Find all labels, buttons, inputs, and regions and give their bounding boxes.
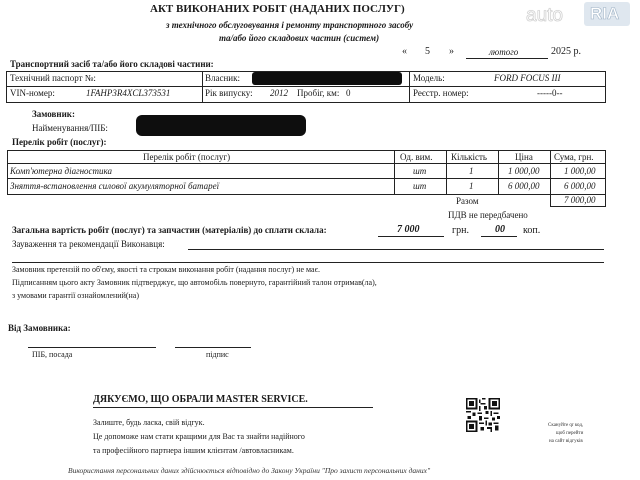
date-month: лютого (489, 47, 519, 57)
total-label: Разом (456, 196, 479, 206)
watermark-ria-badge: RIA (584, 2, 630, 26)
model-value: FORD FOCUS III (494, 73, 561, 83)
note-line-1: Замовник претензій по об'єму, якості та строкам виконання робіт (надання послуг) не має. (12, 265, 321, 274)
summary-amount: 7 000 (397, 224, 420, 235)
works-header-price: Ціна (515, 152, 533, 162)
document-subtitle-1: з технічного обслуговування і ремонту транспортного засобу (166, 20, 414, 30)
works-row-1-qty: 1 (469, 166, 474, 176)
works-header-unit: Од. вим. (400, 152, 433, 162)
works-row-1-sum: 1 000,00 (564, 166, 596, 176)
date-year: 2025 р. (551, 46, 581, 57)
summary-kop-value: 00 (495, 224, 505, 235)
footer-line-2: Це допоможе нам стати кращими для Вас та знайти надійного (93, 432, 305, 441)
vin-value: 1FAHP3R4XCL373531 (86, 88, 171, 98)
works-row-2-name: Зняття-встановлення силової акумуляторної батареї (10, 181, 220, 191)
note-line-3: з умовами гарантії ознайомлений(на) (12, 291, 140, 300)
mileage-value: 0 (346, 88, 351, 98)
signature-sign-line (175, 347, 251, 348)
owner-redaction (252, 72, 402, 85)
qr-caption-3: на сайт відгуків (549, 439, 583, 444)
date-month-underline (466, 58, 548, 59)
customer-label: Замовник: (32, 109, 75, 119)
signature-name-position-label: ПІБ, посада (32, 350, 73, 359)
year-label: Рік випуску: (205, 88, 253, 98)
summary-kop-label: коп. (523, 225, 541, 236)
signature-from-customer: Від Замовника: (8, 323, 71, 333)
works-row-2-qty: 1 (469, 181, 474, 191)
watermark-auto-text: auto (526, 5, 563, 26)
date-day: 5 (425, 46, 430, 57)
works-section-label: Перелік робіт (послуг): (12, 137, 107, 147)
qr-code-icon[interactable] (466, 398, 500, 432)
owner-label: Власник: (205, 73, 240, 83)
signature-name-line (28, 347, 156, 348)
document-title: АКТ ВИКОНАНИХ РОБІТ (НАДАНИХ ПОСЛУГ) (150, 3, 405, 15)
model-label: Модель: (413, 73, 445, 83)
note-line-2: Підписанням цього акту Замовник підтверджує, що автомобіль повернуто, гарантійний талон отримав(ла), (12, 278, 377, 287)
vin-label: VIN-номер: (10, 88, 55, 98)
works-row-2-sum: 6 000,00 (564, 181, 596, 191)
date-quote-open: « (402, 46, 407, 57)
qr-caption-2: щоб перейти (556, 431, 584, 436)
mileage-label: Пробіг, км: (297, 88, 340, 98)
works-header-name: Перелік робіт (послуг) (143, 152, 231, 162)
date-quote-close: » (449, 46, 454, 57)
vehicle-section-label: Транспортний засіб та/або його складові частини: (10, 59, 214, 69)
passport-label: Технічний паспорт №: (10, 73, 96, 83)
works-row-2-price: 6 000,00 (508, 181, 540, 191)
summary-currency: грн. (452, 225, 469, 236)
customer-name-redaction (136, 115, 306, 136)
vat-note: ПДВ не передбачено (448, 210, 528, 220)
remarks-label: Зауваження та рекомендації Виконавця: (12, 239, 165, 249)
footer-line-1: Залиште, будь ласка, свій відгук. (93, 418, 205, 427)
reg-value: -----0-- (537, 88, 563, 98)
qr-caption-1: Скануйте qr код, (548, 423, 584, 428)
year-value: 2012 (270, 88, 288, 98)
works-row-2-unit: шт (413, 181, 427, 191)
total-value: 7 000,00 (564, 195, 596, 205)
works-header-qty: Кількість (451, 152, 488, 162)
autoria-watermark (526, 2, 632, 28)
signature-sign-label: підпис (206, 350, 229, 359)
privacy-notice: Використання персональних даних здійснюється відповідно до Закону України "Про захист персональних даних" (68, 466, 431, 475)
works-header-sum: Сума, грн. (554, 152, 594, 162)
customer-name-label: Найменування/ПІБ: (32, 123, 108, 133)
document-subtitle-2: та/або його складових частин (систем) (219, 33, 380, 43)
reg-label: Реєстр. номер: (413, 88, 469, 98)
works-row-1-unit: шт (413, 166, 427, 176)
works-row-1-name: Комп'ютерна діагностика (10, 166, 113, 176)
summary-label: Загальна вартість робіт (послуг) та запчастин (матеріалів) до сплати склала: (12, 225, 327, 235)
footer-thanks: ДЯКУЄМО, ЩО ОБРАЛИ MASTER SERVICE. (93, 394, 308, 405)
footer-line-3: та професійного партнера іншим клієнтам /автовласникам. (93, 446, 294, 455)
works-row-1-price: 1 000,00 (508, 166, 540, 176)
